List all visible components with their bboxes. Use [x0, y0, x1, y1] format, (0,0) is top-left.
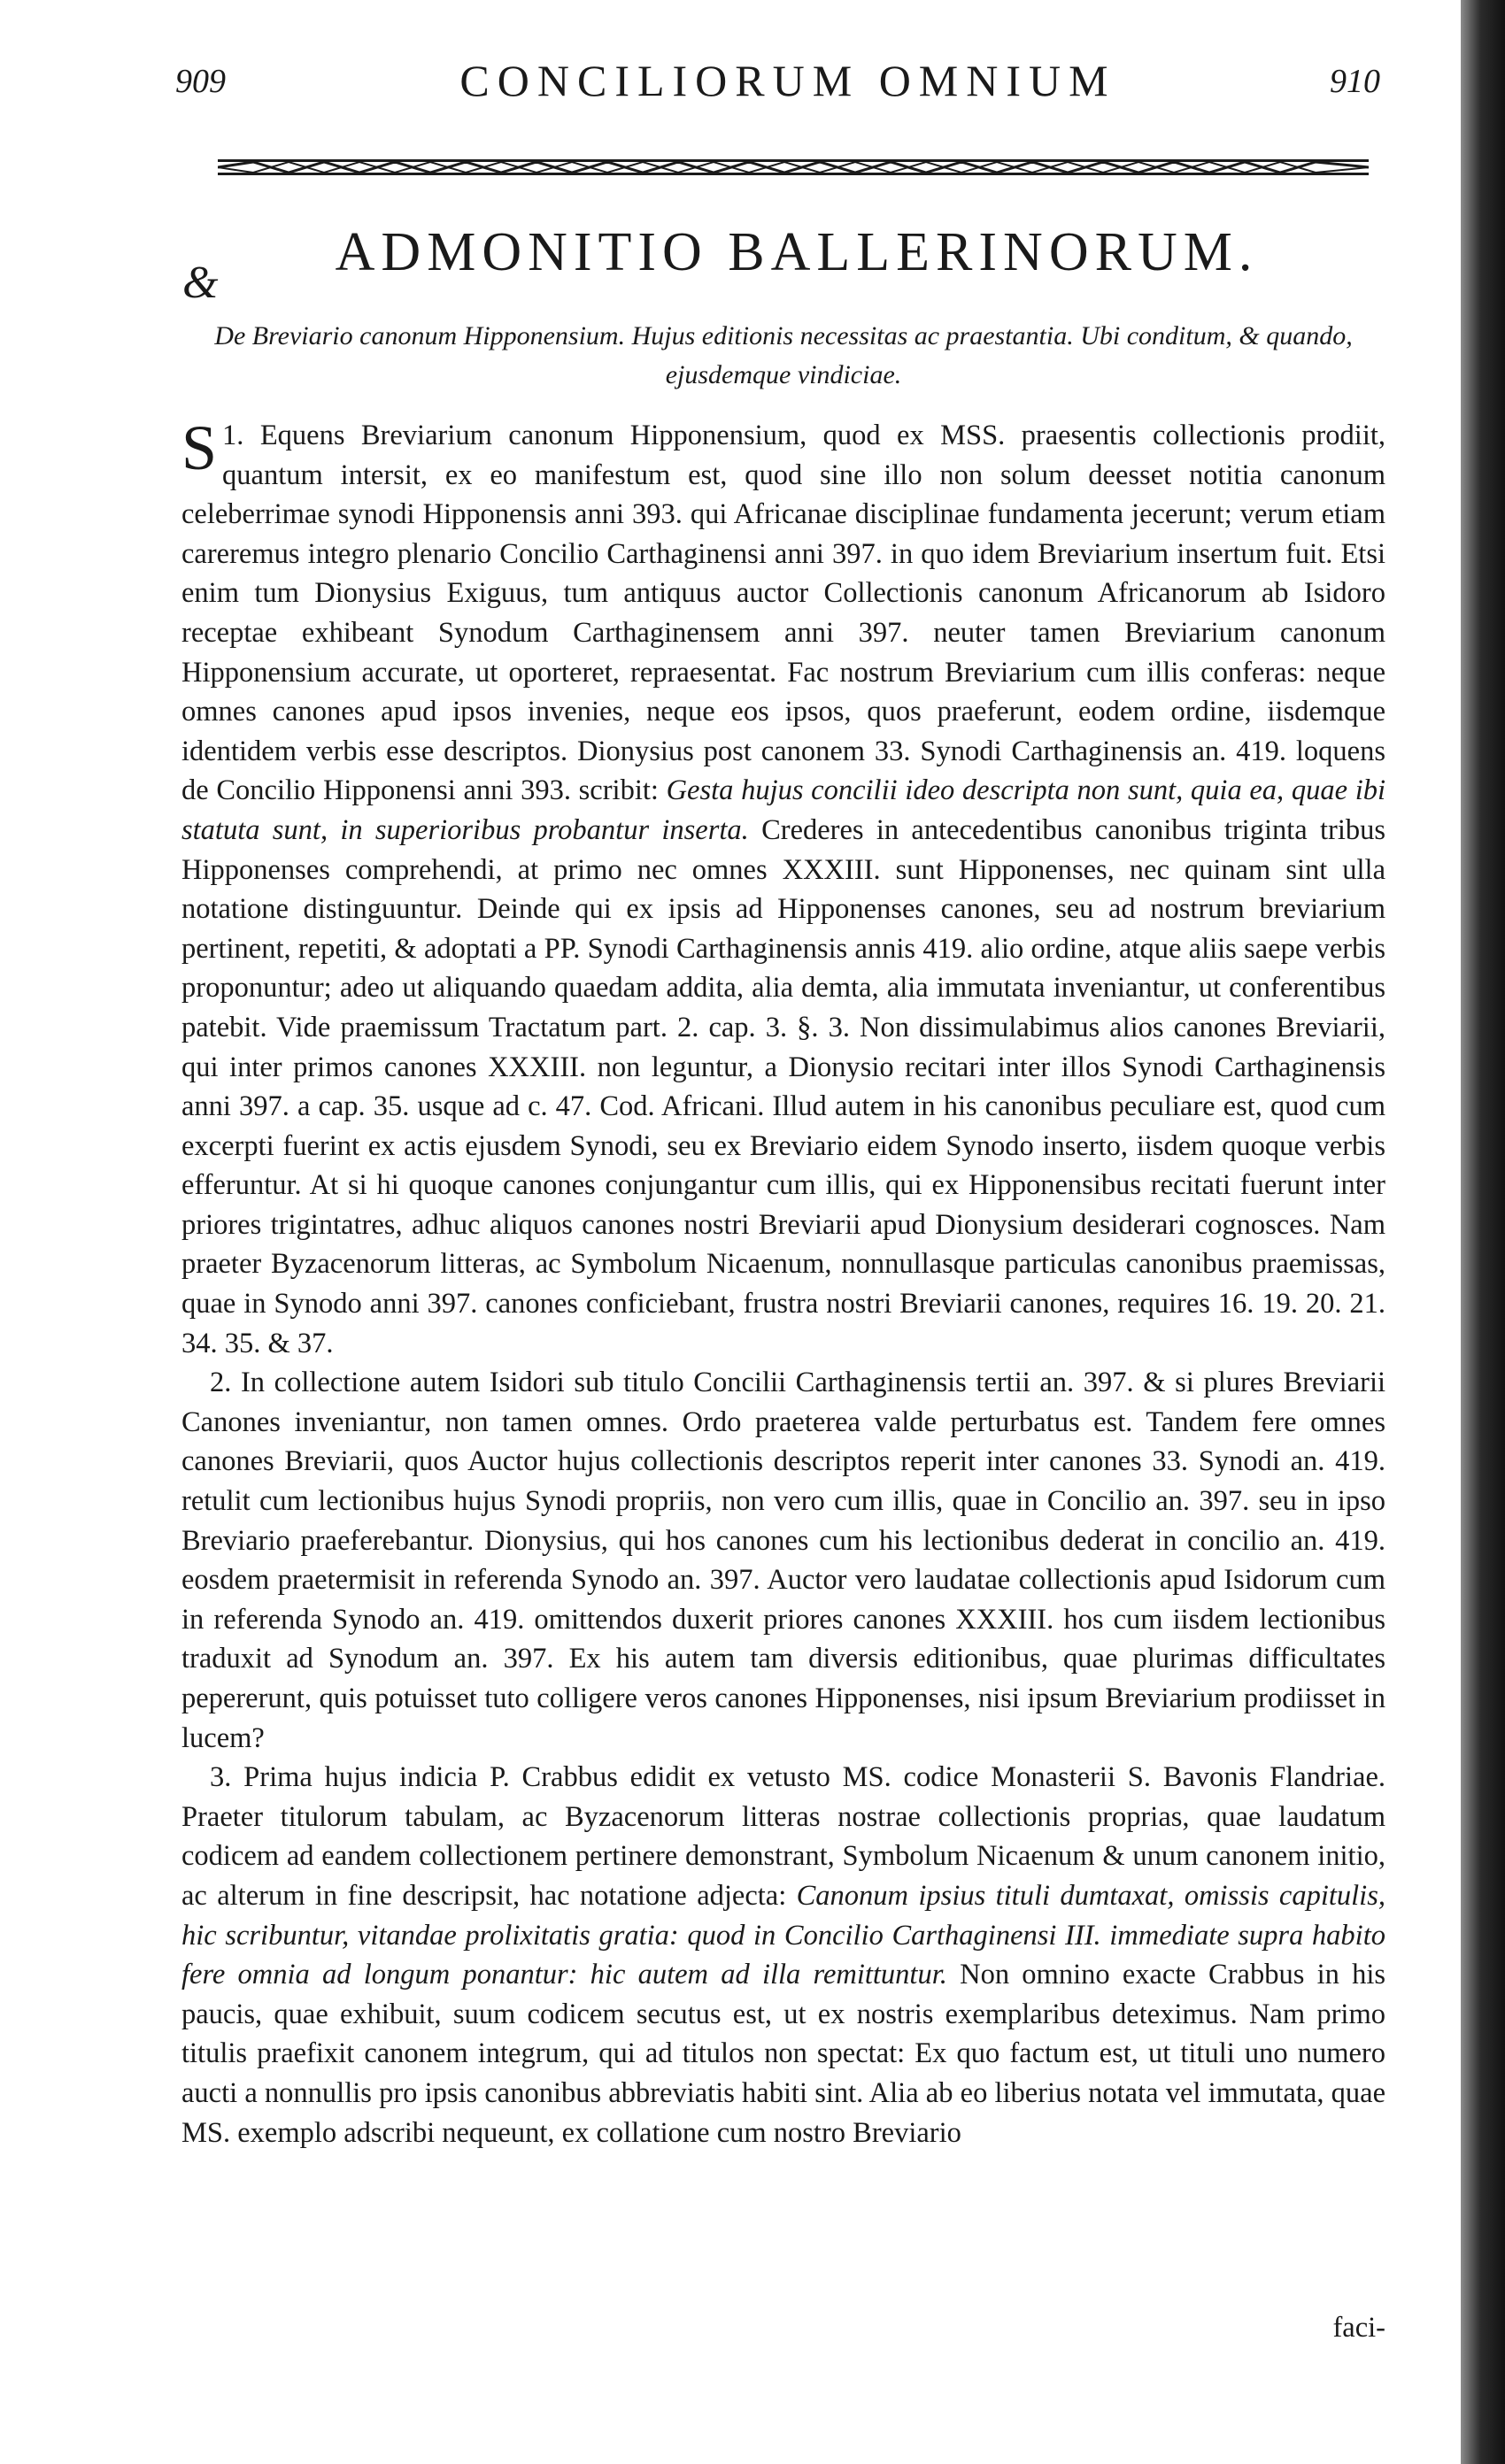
- paragraph-1: [181, 412, 1386, 1363]
- ornamental-rule: [218, 152, 1369, 182]
- catchword: faci-: [1332, 2312, 1385, 2344]
- ornamental-mark: &: [182, 258, 219, 308]
- paragraph-3: [181, 1758, 1385, 2152]
- section-heading: ADMONITIO BALLERINORUM.: [335, 222, 1259, 282]
- paragraph-1-number: 1.: [222, 420, 260, 451]
- paragraph-2: 2. In collectione autem Isidori sub titulo Concilii Carthaginensis tertii an. 397. & si plures Breviarii Canones inveniantur, non tamen omnes. Ordo praeterea valde perturbatus est. Tandem fere omnes canones Breviarii, quos Auctor hujus collectionis descriptos reperit inter canones 33. Synodi an. 419. retulit cum lectionibus hujus Synodi propriis, non vero cum illis, quae in Concilio an. 397. seu in ipso Breviario praeferebantur. Dionysius, qui hos canones cum his lectionibus dederat in concilio an. 419. eosdem praetermisit in referenda Synodo an. 397. Auctor vero laudatae collectionis apud Isidorum cum in referenda Synodo an. 419. omittendos duxerit priores canones XXXIII. hos cum iisdem lectionibus traduxit ad Synodum an. 397. Ex his autem tam diversis editionibus, quae plurimas difficultates pepererunt, quis potuisset tuto colligere veros canones Hipponenses, nisi ipsum Breviarium prodiisset in lucem?: [181, 1367, 1385, 1754]
- body-text: [181, 412, 1386, 2152]
- paragraph-3-text-a: 3. Prima hujus indicia P. Crabbus edidit ex vetusto MS. codice Monasterii S. Bavonis Flandriae. Praeter titulorum tabulam, ac Byzacenorum litteras nostrae collectionis proprias, quae laudatum codicem ad eandem collectionem pertinere demonstrant, Symbolum Nicaenum & unum canonem initio, ac alterum in fine descripsit, hac notatione adjecta:: [181, 1761, 1385, 1912]
- section-subtitle: De Breviario canonum Hipponensium. Hujus editionis necessitas ac praestantia. Ubi conditum, & quando, ejusdemque vindiciae.: [214, 321, 1353, 389]
- paragraph-1-text-b: Crederes in antecedentibus canonibus triginta tribus Hipponenses comprehendi, at primo nec omnes XXXIII. sunt Hipponenses, nec quinam sint ulla notatione distinguuntur. Deinde qui ex ipsis ad Hipponenses canones, seu ad nostrum breviarium pertinent, repetiti, & adoptati a PP. Synodi Carthaginensis annis 419. alio ordine, atque aliis saepe verbis proponuntur; adeo ut aliquando quaedam addita, alia demta, alia immutata inveniantur, ut conferentibus patebit. Vide praemissum Tractatum part. 2. cap. 3. §. 3. Non dissimulabimus alios canones Breviarii, qui inter primos canones XXXIII. non leguntur, a Dionysio recitari inter illos Synodi Carthaginensis anni 397. a cap. 35. usque ad c. 47. Cod. Africani. Illud autem in his canonibus peculiare est, quod cum excerpti fuerint ex actis ejusdem Synodi, seu ex Breviario eidem Synodo inserto, iisdem quoque verbis efferuntur. At si hi quoque canones conjungantur cum illis, qui ex Hipponensibus recitati fuerunt inter priores trigintatres, adhuc aliquos canones nostri Breviarii apud Dionysium desiderari cognosces. Nam praeter Byzacenorum litteras, ac Symbolum Nicaenum, nonnullasque particulas canonibus praemissas, quae in Synodo anni 397. canones conficiebant, frustra nostri Breviarii canones, requires 16. 19. 20. 21. 34. 35. & 37.: [181, 813, 1386, 1359]
- running-title: CONCILIORUM OMNIUM: [459, 56, 1116, 105]
- page-edge-shadow: [1461, 0, 1505, 2464]
- paragraph-3-text-b: Non omnino exacte Crabbus in his paucis, quae exhibuit, suum codicem secutus est, ut ex nostris exemplaribus deteximus. Nam primo titulis praefixit canonem integrum, qui ad titulos non spectat: Ex quo factum est, ut tituli uno numero aucti a nonnullis pro ipsis canonibus abbreviatis habiti sint. Alia ab eo liberius notata vel immutata, quae MS. exemplo adscribi nequeunt, ex collatione cum nostro Breviario: [181, 1959, 1385, 2149]
- running-head: [0, 55, 1452, 117]
- drop-cap: S: [181, 412, 218, 483]
- paragraph-3-quotation: Canonum ipsius tituli dumtaxat, omissis capitulis, hic scribuntur, vitandae prolixitatis gratia: quod in Concilio Carthaginensi III. immediate supra habito fere omnia ad longum ponantur: hic autem ad illa remittuntur.: [181, 1879, 1385, 1991]
- paragraph-1-quotation: Gesta hujus concilii ideo descripta non sunt, quia ea, quae ibi statuta sunt, in superioribus probantur inserta.: [181, 774, 1386, 846]
- paragraph-1-text-a: Equens Breviarium canonum Hipponensium, quod ex MSS. praesentis collectionis prodiit, quantum intersit, ex eo manifestum est, quod sine illo non solum deesset notitia canonum celeberrimae synodi Hipponensis anni 393. qui Africanae disciplinae fundamenta jecerunt; verum etiam careremus integro plenario Concilio Carthaginensi anni 397. in quo idem Breviarium insertum fuit. Etsi enim tum Dionysius Exiguus, tum antiquus auctor Collectionis canonum Africanorum ab Isidoro receptae exhibeant Synodum Carthaginensem anni 397. neuter tamen Breviarium canonum Hipponensium accurate, ut oporteret, repraesentat. Fac nostrum Breviarium cum illis conferas: neque omnes canones apud ipsos invenies, neque eos ipsos, quos praeferunt, eodem ordine, iisdemque identidem verbis esse descriptos. Dionysius post canonem 33. Synodi Carthaginensis an. 419. loquens de Concilio Hipponensi anni 393. scribit:: [181, 420, 1386, 807]
- left-page-number: 909: [175, 63, 226, 100]
- right-page-number: 910: [1330, 63, 1380, 100]
